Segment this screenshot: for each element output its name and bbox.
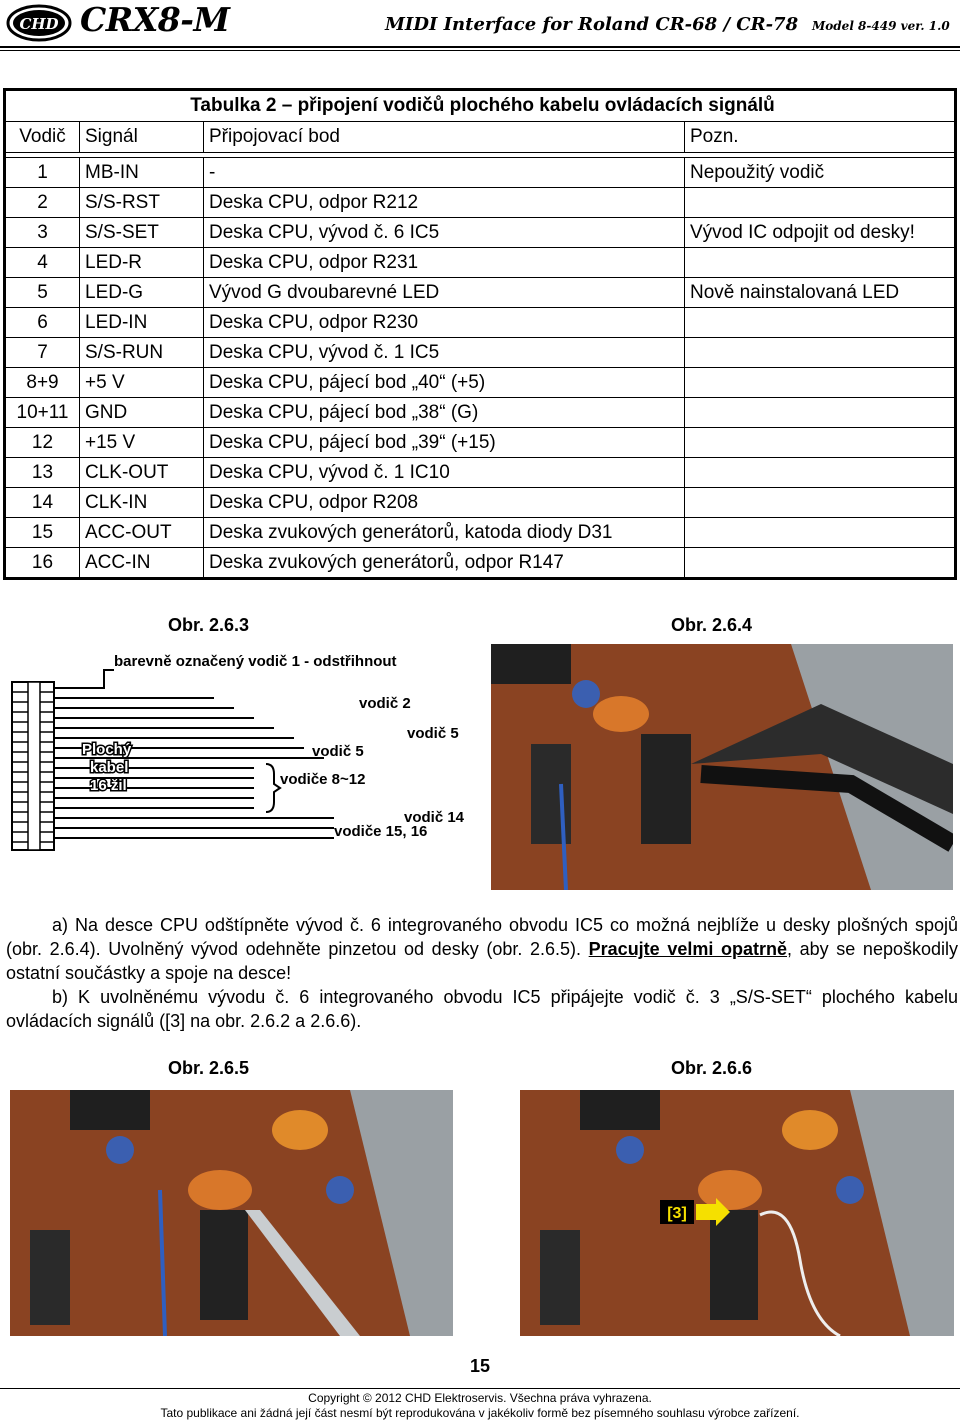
footer-divider bbox=[0, 1388, 960, 1389]
wire2-label: vodič 2 bbox=[359, 695, 411, 712]
brand-title: CRX8-M bbox=[80, 0, 230, 39]
cable-label-2: kabel bbox=[90, 759, 129, 776]
wire14-label: vodič 14 bbox=[404, 809, 465, 826]
figure-label-265: Obr. 2.6.5 bbox=[168, 1058, 250, 1078]
table-cell: Vývod G dvoubarevné LED bbox=[204, 278, 685, 308]
photo-cutting-pin bbox=[491, 644, 953, 890]
table-cell bbox=[685, 338, 956, 368]
table-cell: Deska CPU, odpor R231 bbox=[204, 248, 685, 278]
table-cell bbox=[685, 518, 956, 548]
table-row bbox=[5, 308, 956, 338]
table-row bbox=[5, 398, 956, 428]
chd-logo bbox=[5, 3, 73, 43]
model-version: Model 8-449 ver. 1.0 bbox=[812, 19, 950, 33]
logo-text: CHD bbox=[19, 15, 59, 33]
table-cell: 15 bbox=[5, 518, 80, 548]
column-header: Připojovací bod bbox=[204, 122, 685, 153]
header-divider-thin bbox=[0, 50, 960, 51]
instruction-a-text2: , aby se nepoškodily ostatní součástky a spoje na desce! bbox=[6, 939, 958, 983]
table-cell: Deska CPU, pájecí bod „40“ (+5) bbox=[204, 368, 685, 398]
table-row bbox=[5, 158, 956, 188]
table-row bbox=[5, 278, 956, 308]
table-cell: Deska zvukových generátorů, katoda diody D31 bbox=[204, 518, 685, 548]
table-cell: 3 bbox=[5, 218, 80, 248]
table-row bbox=[5, 188, 956, 218]
table-cell: 8+9 bbox=[5, 368, 80, 398]
table-cell: Nepoužitý vodič bbox=[685, 158, 956, 188]
table-cell: 4 bbox=[5, 248, 80, 278]
table-cell: +15 V bbox=[80, 428, 204, 458]
footer-notice: Tato publikace ani žádná její část nesmí být reprodukována v jakékoliv formě bez písemného souhlasu výrobce zařízení. bbox=[160, 1406, 800, 1420]
table-cell: LED-IN bbox=[80, 308, 204, 338]
table-cell: 14 bbox=[5, 488, 80, 518]
cable-label-3: 16 žil bbox=[90, 777, 127, 794]
wire1-label: barevně označený vodič 1 - odstřihnout bbox=[114, 653, 397, 670]
table-cell: GND bbox=[80, 398, 204, 428]
table-cell bbox=[685, 368, 956, 398]
table-cell bbox=[685, 458, 956, 488]
wires15-16-label: vodiče 15, 16 bbox=[334, 823, 428, 840]
header-divider bbox=[0, 46, 960, 48]
table-cell: Deska CPU, odpor R230 bbox=[204, 308, 685, 338]
wire5-label: vodič 5 bbox=[407, 725, 459, 742]
table-cell bbox=[685, 188, 956, 218]
figure-label-263: Obr. 2.6.3 bbox=[168, 615, 250, 635]
table-cell: 10+11 bbox=[5, 398, 80, 428]
table-row bbox=[5, 218, 956, 248]
column-header: Signál bbox=[80, 122, 204, 153]
wire3-marker: [3] bbox=[667, 1205, 687, 1222]
cable-diagram bbox=[4, 648, 482, 856]
table-cell: ACC-IN bbox=[80, 548, 204, 579]
table-cell: Nově nainstalovaná LED bbox=[685, 278, 956, 308]
wire5-label-b: vodič 5 bbox=[312, 743, 364, 760]
table-cell: Vývod IC odpojit od desky! bbox=[685, 218, 956, 248]
table-cell bbox=[685, 398, 956, 428]
table-cell: +5 V bbox=[80, 368, 204, 398]
photo-bending-pin bbox=[10, 1090, 453, 1336]
table-cell: Deska CPU, vývod č. 1 IC10 bbox=[204, 458, 685, 488]
column-header: Pozn. bbox=[685, 122, 956, 153]
table-cell bbox=[685, 308, 956, 338]
table-cell: LED-G bbox=[80, 278, 204, 308]
instruction-b bbox=[6, 985, 958, 1033]
table-cell: Deska CPU, vývod č. 1 IC5 bbox=[204, 338, 685, 368]
table-cell: 5 bbox=[5, 278, 80, 308]
figure-label-264: Obr. 2.6.4 bbox=[671, 615, 753, 635]
table-cell: 7 bbox=[5, 338, 80, 368]
table-row bbox=[5, 338, 956, 368]
table-cell: 2 bbox=[5, 188, 80, 218]
table-cell: CLK-OUT bbox=[80, 458, 204, 488]
table-cell: S/S-SET bbox=[80, 218, 204, 248]
table-row bbox=[5, 488, 956, 518]
table-cell: ACC-OUT bbox=[80, 518, 204, 548]
page-header bbox=[0, 0, 960, 52]
table-row bbox=[5, 368, 956, 398]
table-cell: Deska CPU, pájecí bod „38“ (G) bbox=[204, 398, 685, 428]
table-cell: - bbox=[204, 158, 685, 188]
table-row bbox=[5, 548, 956, 579]
table-row bbox=[5, 458, 956, 488]
column-header: Vodič bbox=[5, 122, 80, 153]
table-caption: Tabulka 2 – připojení vodičů plochého kabelu ovládacích signálů bbox=[5, 90, 956, 122]
table-cell: Deska CPU, pájecí bod „39“ (+15) bbox=[204, 428, 685, 458]
table-header-row bbox=[5, 122, 956, 153]
table-cell: 6 bbox=[5, 308, 80, 338]
instruction-b-text: b) K uvolněnému vývodu č. 6 integrovaného obvodu IC5 připájejte vodič č. 3 „S/S-SET“ plochého kabelu ovládacích signálů ([3] na obr. 2.6.2 a 2.6.6). bbox=[6, 987, 958, 1031]
table-cell: S/S-RUN bbox=[80, 338, 204, 368]
figure-label-266: Obr. 2.6.6 bbox=[671, 1058, 753, 1078]
instruction-a-warning: Pracujte velmi opatrně bbox=[588, 939, 787, 959]
signal-table bbox=[3, 88, 957, 580]
table-cell bbox=[685, 488, 956, 518]
table-cell: 16 bbox=[5, 548, 80, 579]
table-row bbox=[5, 518, 956, 548]
table-row bbox=[5, 248, 956, 278]
instruction-a-text1: a) Na desce CPU odštípněte vývod č. 6 integrovaného obvodu IC5 co možná nejblíže u desky plošných spojů (obr. 2.6.4). Uvolněný vývod odehněte pinzetou od desky (obr. 2.6.5). bbox=[6, 915, 958, 959]
header-subtitle: MIDI Interface for Roland CR-68 / CR-78 bbox=[385, 14, 799, 35]
table-cell: Deska CPU, odpor R212 bbox=[204, 188, 685, 218]
table-cell: 1 bbox=[5, 158, 80, 188]
table-cell: LED-R bbox=[80, 248, 204, 278]
table-caption-row bbox=[5, 90, 956, 122]
page-number: 15 bbox=[469, 1356, 491, 1376]
cable-label-1: Plochý bbox=[82, 741, 132, 758]
table-cell: MB-IN bbox=[80, 158, 204, 188]
table-cell: 13 bbox=[5, 458, 80, 488]
table-row bbox=[5, 428, 956, 458]
instruction-a bbox=[6, 913, 958, 985]
table-cell bbox=[685, 248, 956, 278]
table-cell: Deska CPU, odpor R208 bbox=[204, 488, 685, 518]
table-cell: 12 bbox=[5, 428, 80, 458]
footer-copyright: Copyright © 2012 CHD Elektroservis. Všechna práva vyhrazena. bbox=[308, 1391, 652, 1405]
table-cell: Deska zvukových generátorů, odpor R147 bbox=[204, 548, 685, 579]
table-cell bbox=[685, 548, 956, 579]
table-cell bbox=[685, 428, 956, 458]
table-cell: S/S-RST bbox=[80, 188, 204, 218]
wires8-12-label: vodiče 8~12 bbox=[280, 771, 366, 788]
table-cell: Deska CPU, vývod č. 6 IC5 bbox=[204, 218, 685, 248]
photo-soldered-wire bbox=[520, 1090, 954, 1336]
table-cell: CLK-IN bbox=[80, 488, 204, 518]
